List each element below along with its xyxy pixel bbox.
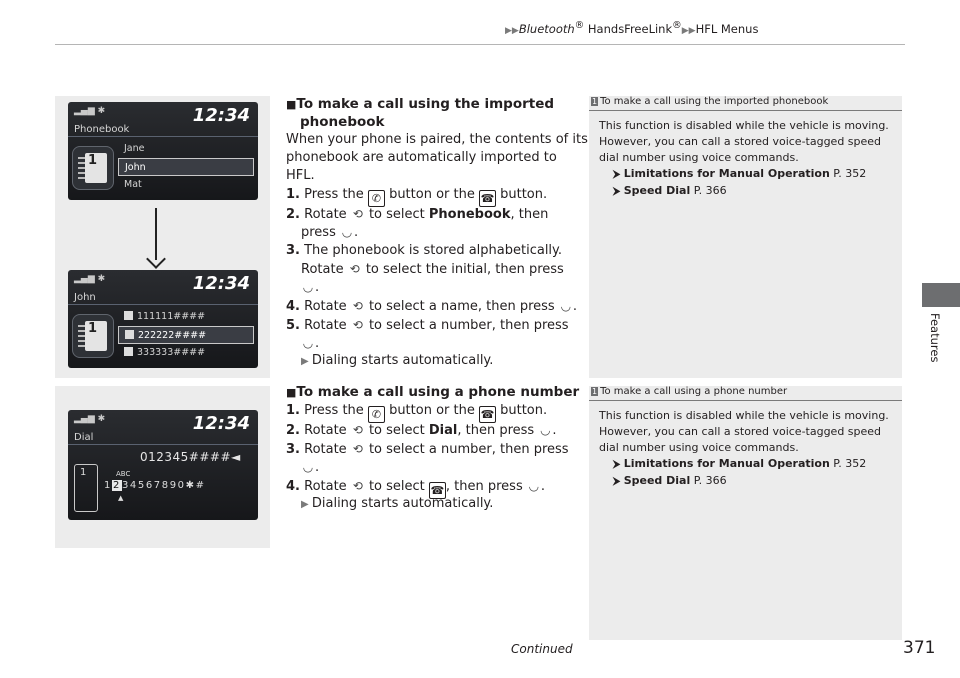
breadcrumb-arrow-icon: ▶▶: [505, 25, 519, 36]
step-text: .: [354, 225, 359, 240]
reference-label: Speed Dial: [623, 184, 691, 197]
cross-reference[interactable]: [599, 183, 889, 200]
step-text: button.: [495, 187, 548, 202]
step-text: Rotate: [299, 318, 351, 333]
result-text: Dialing starts automatically.: [311, 353, 494, 368]
step-text: Press the: [299, 187, 368, 202]
result-arrow-icon: ▶: [301, 499, 312, 510]
reference-arrow-icon: ⮞: [613, 186, 624, 197]
step-text: Rotate: [299, 423, 351, 438]
list-item: Jane: [124, 143, 145, 154]
step-number: 1.: [286, 403, 300, 418]
list-item: [118, 344, 254, 362]
dial-caret-icon: ▲: [118, 494, 124, 502]
step-text: , then: [510, 207, 549, 222]
press-knob-icon: ◡: [341, 225, 353, 239]
step-3: [286, 440, 569, 459]
step-5-cont: [301, 334, 319, 353]
step-text: to select: [364, 423, 429, 438]
screen-title: Phonebook: [74, 124, 130, 135]
list-item: Mat: [124, 179, 142, 190]
step-number: 4.: [286, 299, 300, 314]
side-note-phone-number: [589, 386, 902, 640]
step-text: , then press: [445, 479, 527, 494]
step-3-cont: [301, 458, 319, 477]
screen-title: John: [74, 292, 96, 303]
press-knob-icon: ◡: [302, 460, 314, 474]
reference-arrow-icon: ⮞: [613, 476, 624, 487]
phone-index: 1: [80, 467, 87, 478]
result-arrow-icon: ▶: [301, 356, 312, 367]
phonebook-index: 1: [88, 321, 98, 336]
step-3-cont: [301, 260, 564, 279]
phone-handset-icon: [74, 464, 98, 512]
continued-label: Continued: [511, 642, 573, 656]
reference-page: P. 366: [690, 184, 727, 197]
signal-bluetooth-icon: ▂▄▆ ✱: [74, 106, 106, 116]
heading-text: To make a call using a phone number: [296, 384, 580, 400]
note-title: [589, 96, 828, 107]
step-text: Rotate: [299, 207, 351, 222]
rotate-knob-icon: ⟲: [352, 299, 363, 313]
note-rule: [589, 110, 902, 111]
section1-intro: When your phone is paired, the contents of its: [286, 132, 588, 147]
note-body: [599, 408, 889, 490]
section1-heading: [286, 95, 554, 114]
menu-name: Phonebook: [428, 207, 511, 222]
dial-digit-strip: [104, 480, 206, 491]
step-text: , then press: [457, 423, 539, 438]
step-text: button or the: [384, 187, 479, 202]
note-line: This function is disabled while the vehicle is moving.: [599, 409, 889, 422]
rotate-knob-icon: ⟲: [352, 479, 363, 493]
step-text: .: [540, 479, 545, 494]
section-tab: [922, 283, 960, 307]
square-bullet-icon: ■: [286, 98, 297, 111]
figure-phonebook: [55, 96, 270, 378]
registered-mark: ®: [574, 20, 585, 31]
list-item: [118, 308, 254, 326]
note-marker: 1: [592, 387, 598, 396]
step-text: button.: [495, 403, 548, 418]
breadcrumb-bluetooth: Bluetooth: [518, 21, 575, 36]
dial-number-display: 012345####◄: [140, 450, 241, 464]
phonebook-icon: [72, 146, 114, 190]
phonebook-icon: [72, 314, 114, 358]
step-text: button or the: [384, 403, 479, 418]
press-knob-icon: ◡: [560, 299, 572, 313]
step-text: Rotate: [301, 262, 348, 277]
reference-arrow-icon: ⮞: [613, 459, 624, 470]
pick-up-button-icon: ☎: [480, 192, 495, 205]
dial-digit: 1: [104, 480, 112, 491]
menu-name: Dial: [428, 423, 458, 438]
reference-label: Limitations for Manual Operation: [623, 167, 830, 180]
step-text: .: [315, 336, 320, 351]
number-text: 333333####: [137, 347, 206, 358]
step-4: [286, 297, 577, 316]
step-text: to select the initial, then press: [361, 262, 564, 277]
step-text: The phonebook is stored alphabetically.: [299, 243, 563, 258]
press-knob-icon: ◡: [528, 479, 540, 493]
page-number: 371: [903, 638, 936, 658]
pick-up-button-icon: ☎: [430, 484, 445, 497]
step-5-result: [301, 352, 493, 371]
section1-heading-cont: phonebook: [300, 114, 385, 130]
step-number: 2.: [286, 423, 300, 438]
cross-reference[interactable]: [599, 166, 889, 183]
dial-digit-current: 2: [112, 480, 121, 491]
number-text: 111111####: [137, 311, 206, 322]
step-text: to select a number, then press: [364, 442, 569, 457]
step-number: 3.: [286, 243, 300, 258]
contact-list: [118, 140, 254, 194]
side-note-phonebook: [589, 96, 902, 378]
signal-bluetooth-icon: ▂▄▆ ✱: [74, 414, 106, 424]
registered-mark: ®: [672, 20, 682, 31]
step-1: [286, 402, 547, 423]
note-body: [599, 118, 889, 200]
step-text: press: [301, 225, 340, 240]
list-item-selected: John: [118, 158, 254, 176]
step-2: [286, 205, 548, 224]
signal-bluetooth-icon: ▂▄▆ ✱: [74, 274, 106, 284]
home-phone-icon: [124, 311, 133, 320]
number-text: 222222####: [138, 330, 207, 341]
square-bullet-icon: ■: [286, 386, 297, 399]
step-text: Rotate: [299, 442, 351, 457]
breadcrumb: [505, 20, 758, 36]
note-line: dial number using voice commands.: [599, 441, 799, 454]
step-number: 4.: [286, 479, 300, 494]
rotate-knob-icon: ⟲: [349, 262, 360, 276]
step-text: .: [315, 460, 320, 475]
section-tab-label: [928, 313, 944, 373]
cross-reference[interactable]: [599, 456, 889, 473]
step-text: to select: [364, 207, 429, 222]
step-number: 3.: [286, 442, 300, 457]
rotate-knob-icon: ⟲: [352, 423, 363, 437]
step-5: [286, 316, 569, 335]
breadcrumb-hfl-menus: HFL Menus: [695, 21, 759, 36]
note-title-text: To make a call using a phone number: [600, 386, 788, 397]
breadcrumb-handsfreelink: HandsFreeLink: [584, 21, 673, 36]
rotate-knob-icon: ⟲: [352, 442, 363, 456]
screen-clock: 12:34: [192, 413, 250, 434]
phone-button-icon: ✆: [368, 190, 385, 207]
step-text: .: [572, 299, 577, 314]
list-item-selected: [118, 326, 254, 344]
reference-page: P. 366: [690, 474, 727, 487]
rotate-knob-icon: ⟲: [352, 207, 363, 221]
number-list: [118, 308, 254, 362]
heading-text: To make a call using the imported: [296, 96, 555, 112]
step-4-result: [301, 495, 493, 514]
step-3: [286, 242, 562, 260]
step-text: Rotate: [299, 299, 351, 314]
step-2-cont: [301, 223, 358, 242]
step-text: to select: [364, 479, 429, 494]
screen-dial: [68, 410, 258, 520]
note-line: dial number using voice commands.: [599, 151, 799, 164]
header-rule: [55, 44, 905, 45]
step-text: Rotate: [299, 479, 351, 494]
note-line: However, you can call a stored voice-tagged speed: [599, 425, 882, 438]
note-rule: [589, 400, 902, 401]
note-line: However, you can call a stored voice-tagged speed: [599, 135, 882, 148]
reference-label: Limitations for Manual Operation: [623, 457, 830, 470]
step-text: .: [315, 280, 320, 295]
note-title-text: To make a call using the imported phonebook: [600, 96, 829, 107]
phone-button-icon: ✆: [368, 406, 385, 423]
screen-divider: [68, 136, 258, 137]
screen-divider: [68, 304, 258, 305]
press-knob-icon: ◡: [302, 336, 314, 350]
screen-clock: 12:34: [192, 105, 250, 126]
screen-divider: [68, 444, 258, 445]
step-1: [286, 186, 547, 207]
step-text: .: [552, 423, 557, 438]
mobile-phone-icon: [125, 330, 134, 339]
rotate-knob-icon: ⟲: [352, 318, 363, 332]
reference-page: P. 352: [829, 457, 867, 470]
step-2: [286, 421, 556, 440]
reference-arrow-icon: ⮞: [613, 169, 624, 180]
figure-dial: [55, 386, 270, 548]
step-number: 2.: [286, 207, 300, 222]
screen-clock: 12:34: [192, 273, 250, 294]
step-text: to select a name, then press: [364, 299, 559, 314]
step-number: 1.: [286, 187, 300, 202]
section-tab-text: Features: [928, 313, 942, 363]
screen-contact-numbers: [68, 270, 258, 368]
note-marker: 1: [592, 97, 598, 106]
note-title: [589, 386, 787, 397]
down-arrow-head-icon: [146, 249, 166, 269]
work-phone-icon: [124, 347, 133, 356]
step-number: 5.: [286, 318, 300, 333]
step-text: to select a number, then press: [364, 318, 569, 333]
step-3-cont: [301, 278, 319, 297]
pick-up-button-icon: ☎: [480, 408, 495, 421]
result-text: Dialing starts automatically.: [311, 496, 494, 511]
note-line: This function is disabled while the vehicle is moving.: [599, 119, 889, 132]
section2-heading: [286, 383, 579, 402]
section1-intro: phonebook are automatically imported to: [286, 150, 557, 165]
reference-label: Speed Dial: [623, 474, 691, 487]
section1-intro: HFL.: [286, 168, 315, 183]
screen-title: Dial: [74, 432, 94, 443]
screen-phonebook: [68, 102, 258, 200]
phonebook-index: 1: [88, 153, 98, 168]
dial-letters: ABC: [116, 470, 131, 478]
step-text: Press the: [299, 403, 368, 418]
dial-digit: 34567890✱#: [121, 480, 206, 491]
cross-reference[interactable]: [599, 473, 889, 490]
press-knob-icon: ◡: [302, 280, 314, 294]
press-knob-icon: ◡: [540, 423, 551, 437]
reference-page: P. 352: [829, 167, 867, 180]
breadcrumb-arrow-icon: ▶▶: [681, 25, 696, 36]
